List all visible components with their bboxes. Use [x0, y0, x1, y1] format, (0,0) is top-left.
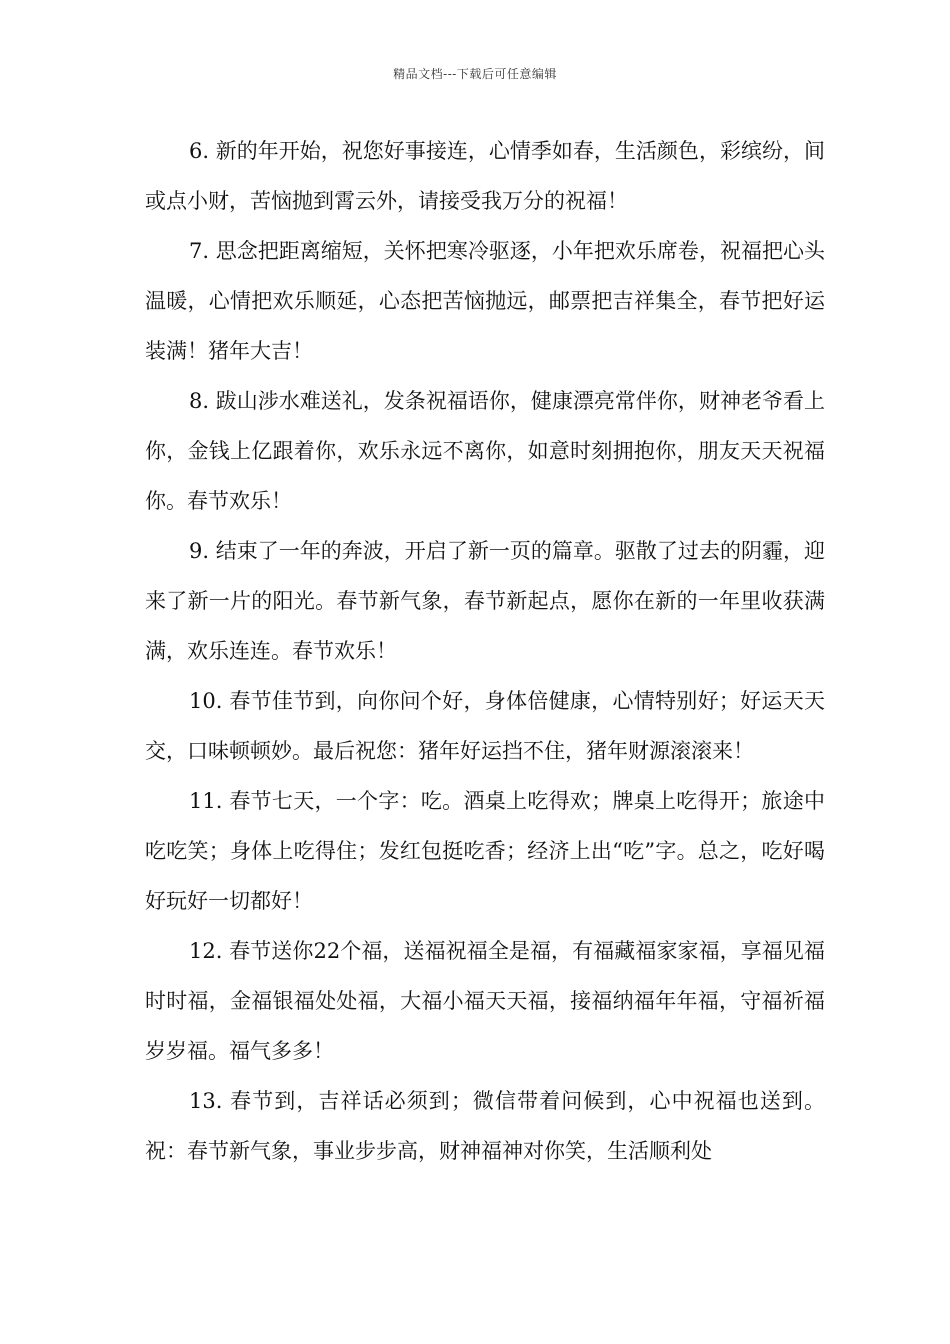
paragraph-10: 10. 春节佳节到，向你问个好，身体倍健康，心情特别好；好运天天交，口味顿顿妙。最后祝您：猪年好运挡不住，猪年财源滚滚来！: [145, 689, 825, 763]
paragraph-11: 11. 春节七天，一个字：吃。酒桌上吃得欢；牌桌上吃得开；旅途中吃吃笑；身体上吃得住；发红包挺吃香；经济上出“吃”字。总之，吃好喝好玩好一切都好！: [145, 789, 825, 913]
paragraph-6: 6. 新的年开始，祝您好事接连，心情季如春，生活颜色，彩缤纷，间或点小财，苦恼抛到霄云外，请接受我万分的祝福！: [145, 139, 825, 213]
page-header: 精品文档---下载后可任意编辑: [393, 67, 557, 81]
document-body: [145, 126, 825, 1176]
paragraph-12: 12. 春节送你22个福，送福祝福全是福，有福藏福家家福，享福见福时时福，金福银福处处福，大福小福天天福，接福纳福年年福，守福祈福岁岁福。福气多多！: [145, 939, 825, 1063]
paragraph-7: 7. 思念把距离缩短，关怀把寒冷驱逐，小年把欢乐席卷，祝福把心头温暖，心情把欢乐顺延，心态把苦恼抛远，邮票把吉祥集全，春节把好运装满！猪年大吉！: [145, 239, 825, 363]
paragraph-9: 9. 结束了一年的奔波，开启了新一页的篇章。驱散了过去的阴霾，迎来了新一片的阳光。春节新气象，春节新起点，愿你在新的一年里收获满满，欢乐连连。春节欢乐！: [145, 539, 825, 663]
paragraph-8: 8. 跋山涉水难送礼，发条祝福语你，健康漂亮常伴你，财神老爷看上你，金钱上亿跟着你，欢乐永远不离你，如意时刻拥抱你，朋友天天祝福你。春节欢乐！: [145, 389, 825, 513]
paragraph-13: 13. 春节到，吉祥话必须到；微信带着问候到，心中祝福也送到。祝：春节新气象，事业步步高，财神福神对你笑，生活顺利处: [145, 1089, 825, 1163]
